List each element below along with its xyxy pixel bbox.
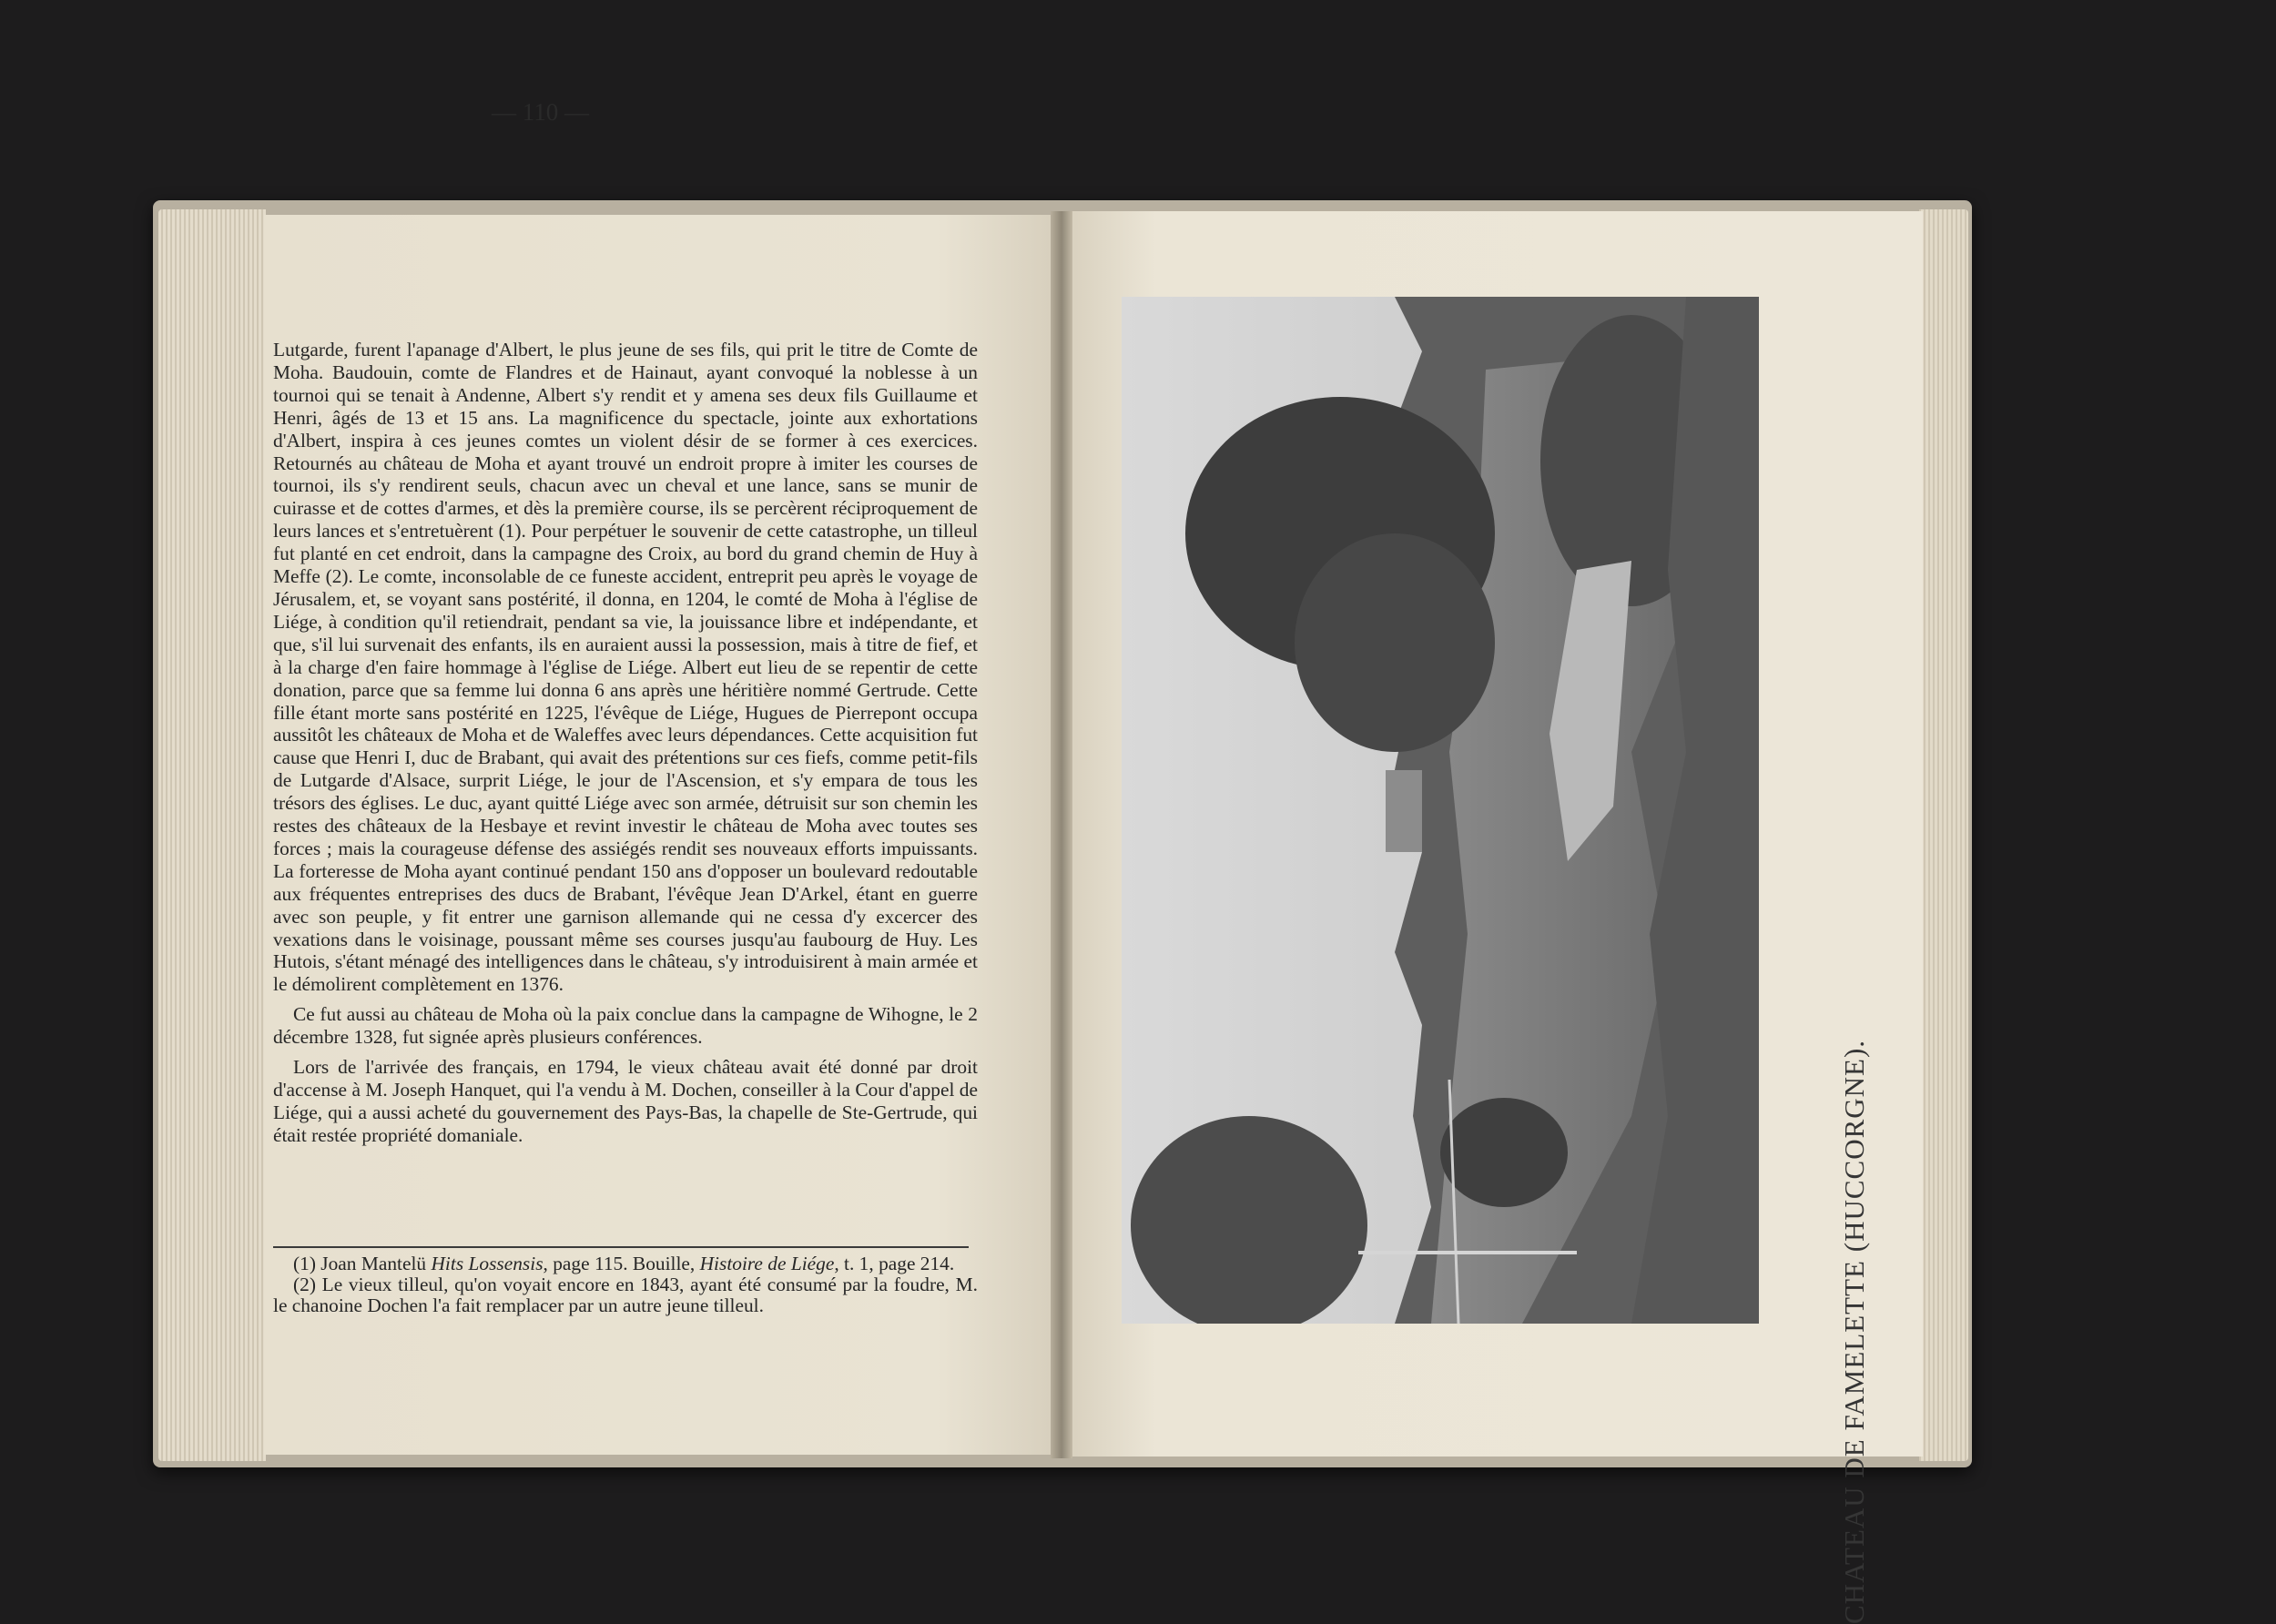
book-gutter [1051,211,1072,1458]
footnote-1-title: Histoire de Liége [699,1253,835,1274]
photo-caption-text: CHATEAU DE FAMELETTE (HUCCORGNE). [1838,1039,1870,1624]
footnote-1 [273,1254,978,1274]
body-text [273,339,978,1147]
footnote-rule [273,1246,969,1248]
footnote-1-text: (1) Joan Mantelü [293,1253,432,1274]
footnote-2: (2) Le vieux tilleul, qu'on voyait encore en 1843, ayant été consumé par la foudre, M. le chanoine Dochen l'a fait remplacer par un autre jeune tilleul. [273,1274,978,1316]
footnote-1-text: , page 115. Bouille, [543,1253,700,1274]
paragraph: Ce fut aussi au château de Moha où la paix conclue dans la campagne de Wihogne, le 2 décembre 1328, fut signée après plusieurs conférences. [273,1003,978,1049]
page-edges-left [158,209,266,1461]
page-edges-right [1919,209,1968,1461]
paragraph: Lors de l'arrivée des français, en 1794, le vieux château avait été donné par droit d'accense à M. Joseph Hanquet, qui l'a vendu à M. Dochen, conseiller à la Cour d'appel de Liége, qui a aussi acheté du gouvernement des Pays-Bas, la chapelle de Ste-Gertrude, qui était restée propriété domaniale. [273,1056,978,1146]
paragraph: Lutgarde, furent l'apanage d'Albert, le plus jeune de ses fils, qui prit le titre de Comte de Moha. Baudouin, comte de Flandres et de Hainaut, ayant convoqué la noblesse à un tournoi qui se tenait à Andenne, Albert s'y rendit et y amena ses deux fils Guillaume et Henri, âgés de 13 et 15 ans. La magnificence du spectacle, jointe aux exhortations d'Albert, inspira à ces jeunes comtes un violent désir de se former à ces exercices. Retournés au château de Moha et ayant trouvé un endroit propre à imiter les courses de tournoi, ils s'y rendirent seuls, chacun avec un cheval et une lance, sans se munir de cuirasse et de cottes d'armes, et dès la première course, ils se percèrent réciproquement de leurs lances et s'entretuèrent (1). Pour perpétuer le souvenir de cette catastrophe, un tilleul fut planté en cet endroit, dans la campagne des Croix, au bord du grand chemin de Huy à Meffe (2). Le comte, inconsolable de ce funeste accident, entreprit peu après le voyage de Jérusalem, et, se voyant sans postérité, il donna, en 1204, le comté de Moha à l'église de Liége, à condition qu'il retiendrait, pendant sa vie, la jouissance libre et indépendante, et que, s'il lui survenait des enfants, ils en auraient aussi la possession, mais à titre de fief, et à la charge d'en faire hommage à l'église de Liége. Albert eut lieu de se repentir de cette donation, parce que sa femme lui donna 6 ans après une héritière nommé Gertrude. Cette fille étant morte sans postérité en 1225, l'évêque de Liége, Hugues de Pierrepont occupa aussitôt les châteaux de Moha et de Waleffes avec leurs dépendances. Cette acquisition fut cause que Henri I, duc de Brabant, qui avait des prétentions sur ces fiefs, comme petit-fils de Lutgarde d'Alsace, surprit Liége, le jour de l'Ascension, et s'y empara de tous les trésors des églises. Le duc, ayant quitté Liége avec son armée, détruisit sur son chemin les restes des châteaux de la Hesbaye et revint investir le château de Moha avec toutes ses forces ; mais la courageuse défense des assiégés rendit ses nouveaux efforts impuissants. La forteresse de Moha ayant continué pendant 150 ans d'opposer un boulevard redoutable aux fréquentes entreprises des ducs de Brabant, l'évêque Jean D'Arkel, étant en guerre avec son peuple, y fit entrer une garnison allemande qui ne cessa d'y excercer des vexations dans le voisinage, poussant même ses courses jusqu'au faubourg de Huy. Les Hutois, s'étant ménagé des intelligences dans le château, s'y introduisirent à main armée et le démolirent complètement en 1376. [273,339,978,996]
footnote-1-title: Hits Lossensis [431,1253,544,1274]
landscape-photo-icon [1122,297,1759,1324]
landscape-photo [1122,297,1759,1324]
footnotes [273,1254,978,1316]
footnote-1-text: , t. 1, page 214. [834,1253,955,1274]
